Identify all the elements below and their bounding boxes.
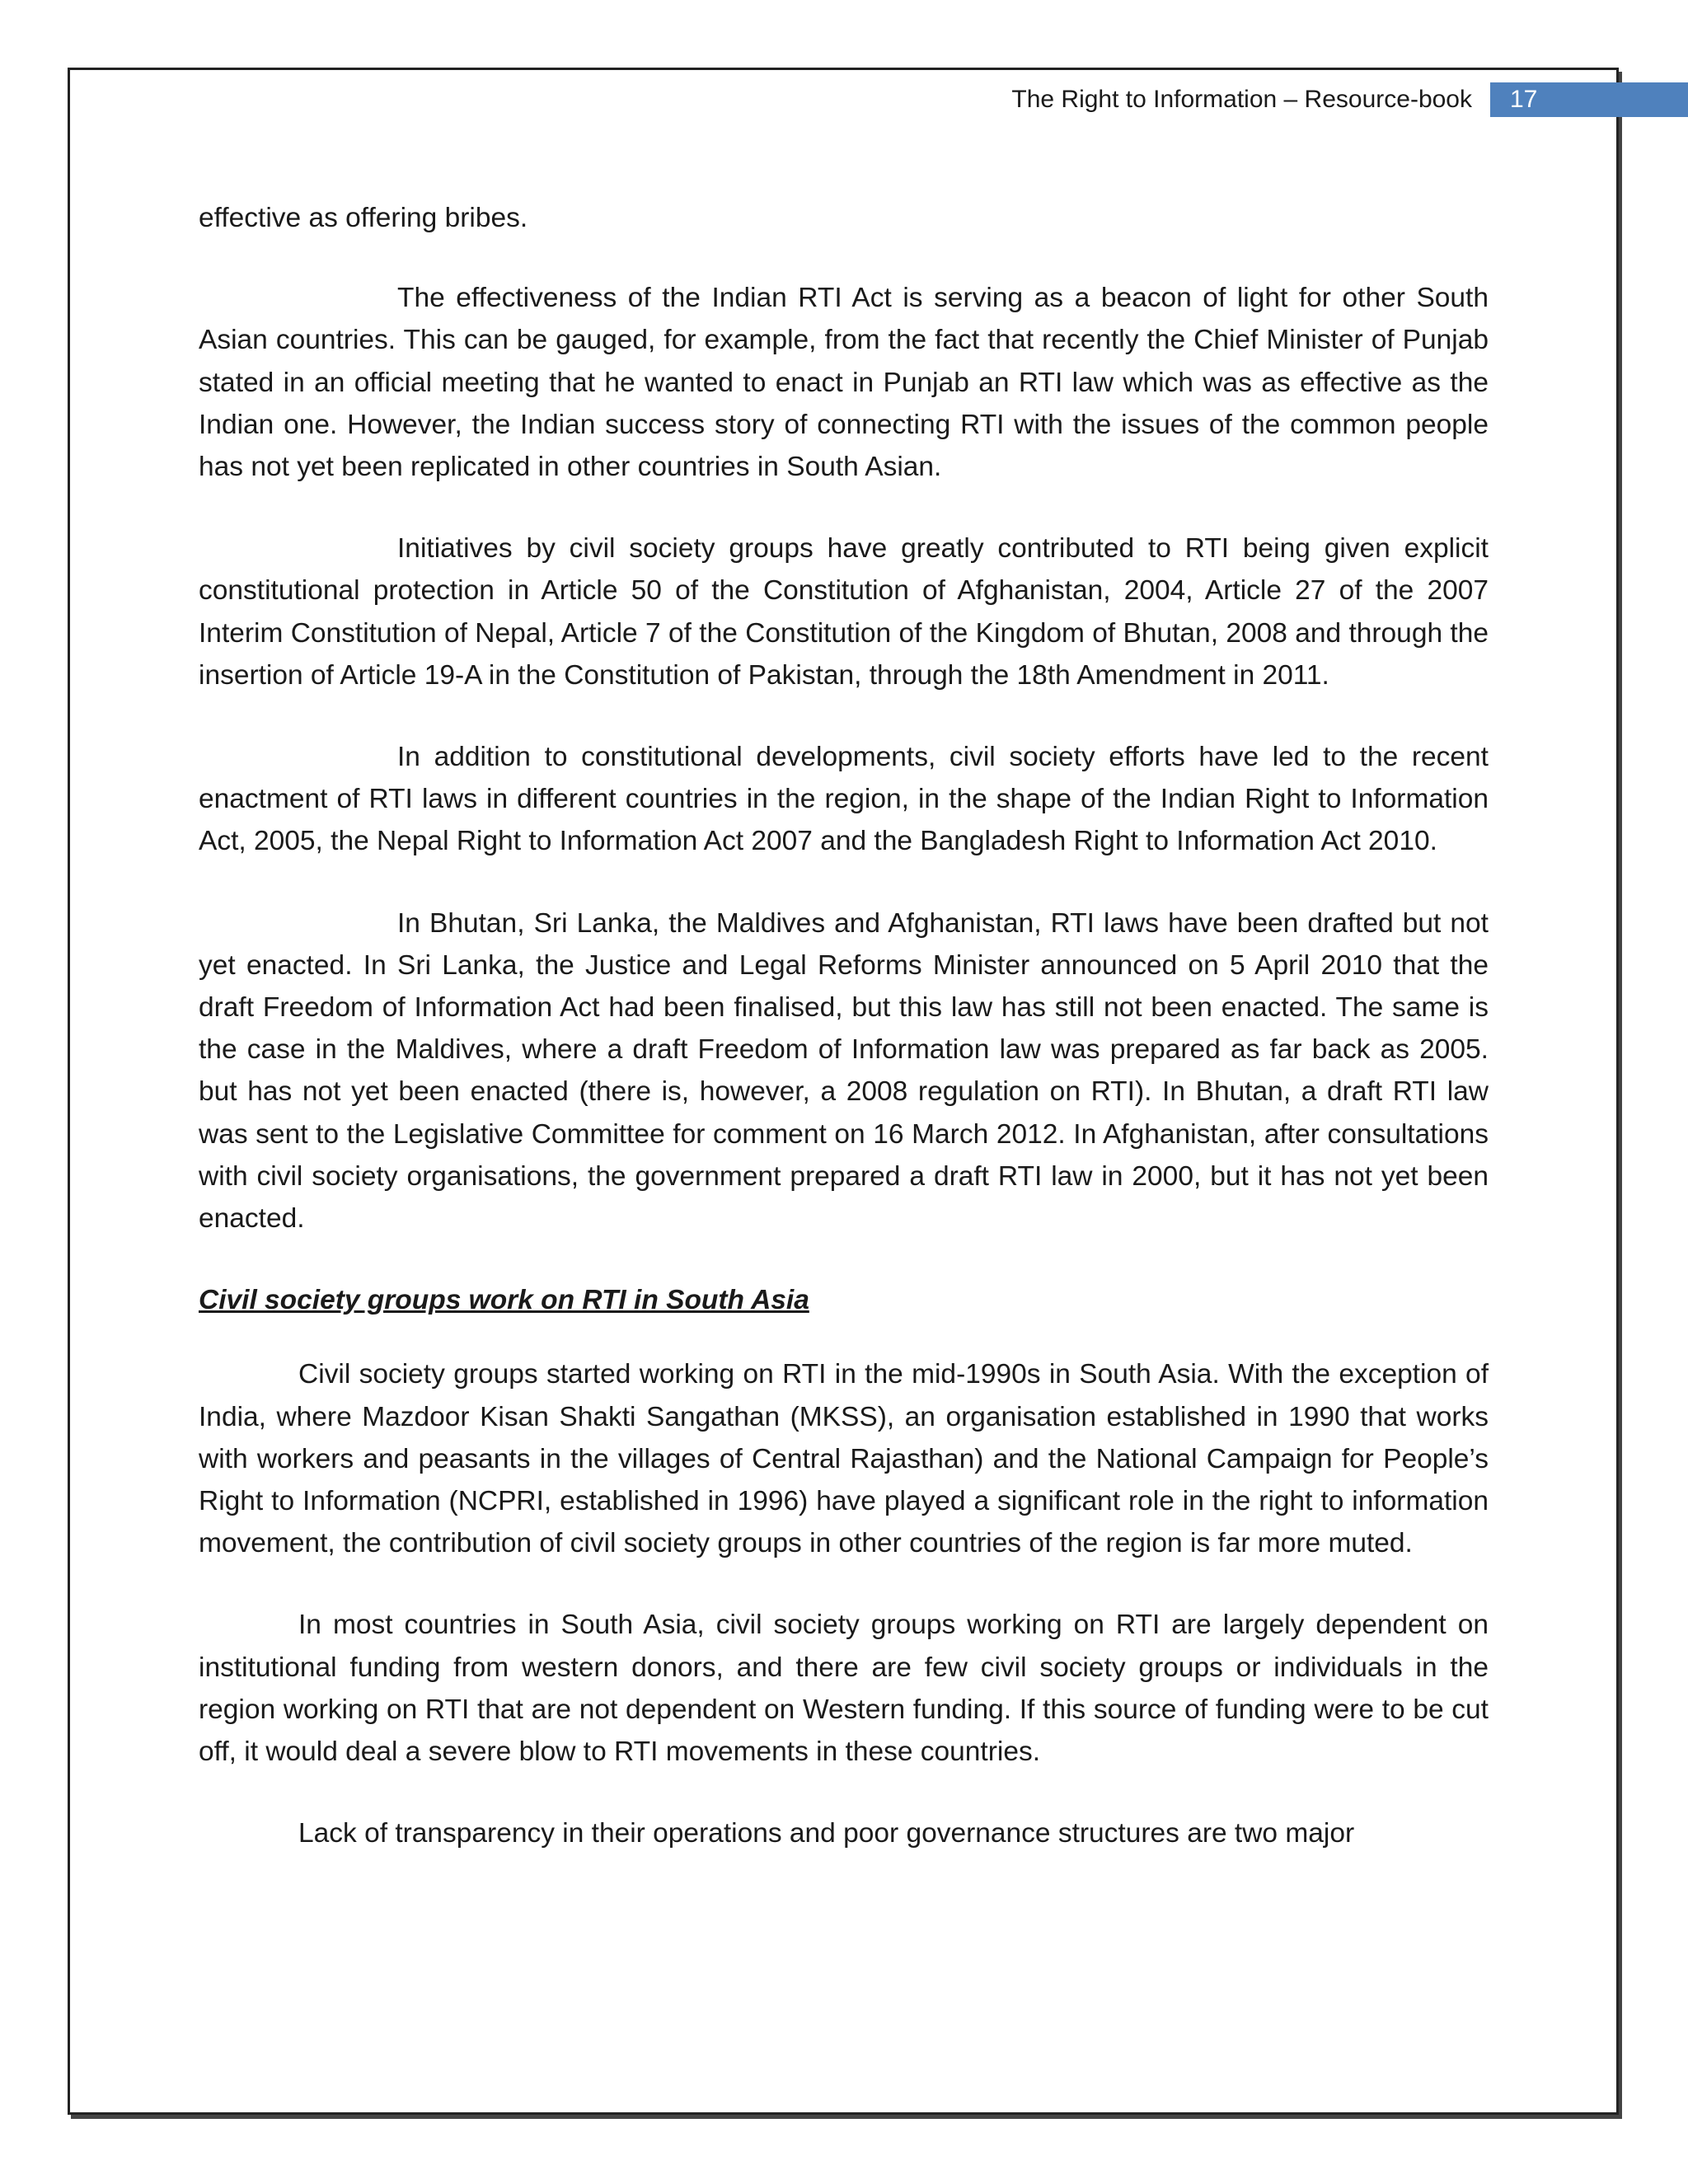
paragraph-rti-enactment: In addition to constitutional developments, civil society efforts have led to the recent enactment of RTI laws in different countries in the region, in the shape of the Indian Right to Information Act, 2005, the Nepal Right to Information Act 2007 and the Bangladesh Right to Information Act 2010. [199, 742, 1489, 857]
paragraph-lack-of-transparency: Lack of transparency in their operations and poor governance structures are two major [298, 1818, 1355, 1849]
paragraph-continuation: effective as offering bribes. [199, 203, 528, 233]
paragraph-western-funding: In most countries in South Asia, civil society groups working on RTI are largely dependent on institutional funding from western donors, and there are few civil society groups or individuals in the region working on RTI that are not dependent on Western funding. If this source of funding were to be cut off, it would deal a severe blow to RTI movements in these countries. [199, 1610, 1489, 1768]
paragraph-constitutional-protection: Initiatives by civil society groups have greatly contributed to RTI being given explicit constitutional protection in Article 50 of the Constitution of Afghanistan, 2004, Article 27 of the 2007 Interim Constitution of Nepal, Article 7 of the Constitution of the Kingdom of Bhutan, 2008 and through the insertion of Article 19-A in the Constitution of Pakistan, through the 18th Amendment in 2011. [199, 533, 1489, 691]
running-header-title: The Right to Information – Resource-book [1011, 86, 1472, 113]
paragraph-drafted-not-enacted: In Bhutan, Sri Lanka, the Maldives and Afghanistan, RTI laws have been drafted but not yet enacted. In Sri Lanka, the Justice and Legal Reforms Minister announced on 5 April 2010 that the draft Freedom of Information Act had been finalised, but this law has still not been enacted. The same is the case in the Maldives, where a draft Freedom of Information law was prepared as far back as 2005. but has not yet been enacted (there is, however, a 2008 regulation on RTI). In Bhutan, a draft RTI law was sent to the Legislative Committee for comment on 16 March 2012. In Afghanistan, after consultations with civil society organisations, the government prepared a draft RTI law in 2000, but it has not yet been enacted. [199, 907, 1489, 1235]
page-number-badge: 17 [1490, 82, 1688, 117]
section-heading: Civil society groups work on RTI in South Asia [199, 1285, 809, 1316]
document-body [199, 197, 1489, 1895]
paragraph-indian-rti-effectiveness: The effectiveness of the Indian RTI Act is serving as a beacon of light for other South Asian countries. This can be gauged, for example, from the fact that recently the Chief Minister of Punjab stated in an official meeting that he wanted to enact in Punjab an RTI law which was as effective as the Indian one. However, the Indian success story of connecting RTI with the issues of the common people has not yet been replicated in other countries in South Asian. [199, 283, 1489, 483]
paragraph-civil-society-mid-1990s: Civil society groups started working on RTI in the mid-1990s in South Asia. With the exception of India, where Mazdoor Kisan Shakti Sangathan (MKSS), an organisation established in 1990 that works with workers and peasants in the villages of Central Rajasthan) and the National Campaign for People’s Right to Information (NCPRI, established in 1996) have played a significant role in the right to information movement, the contribution of civil society groups in other countries of the region is far more muted. [199, 1359, 1489, 1559]
